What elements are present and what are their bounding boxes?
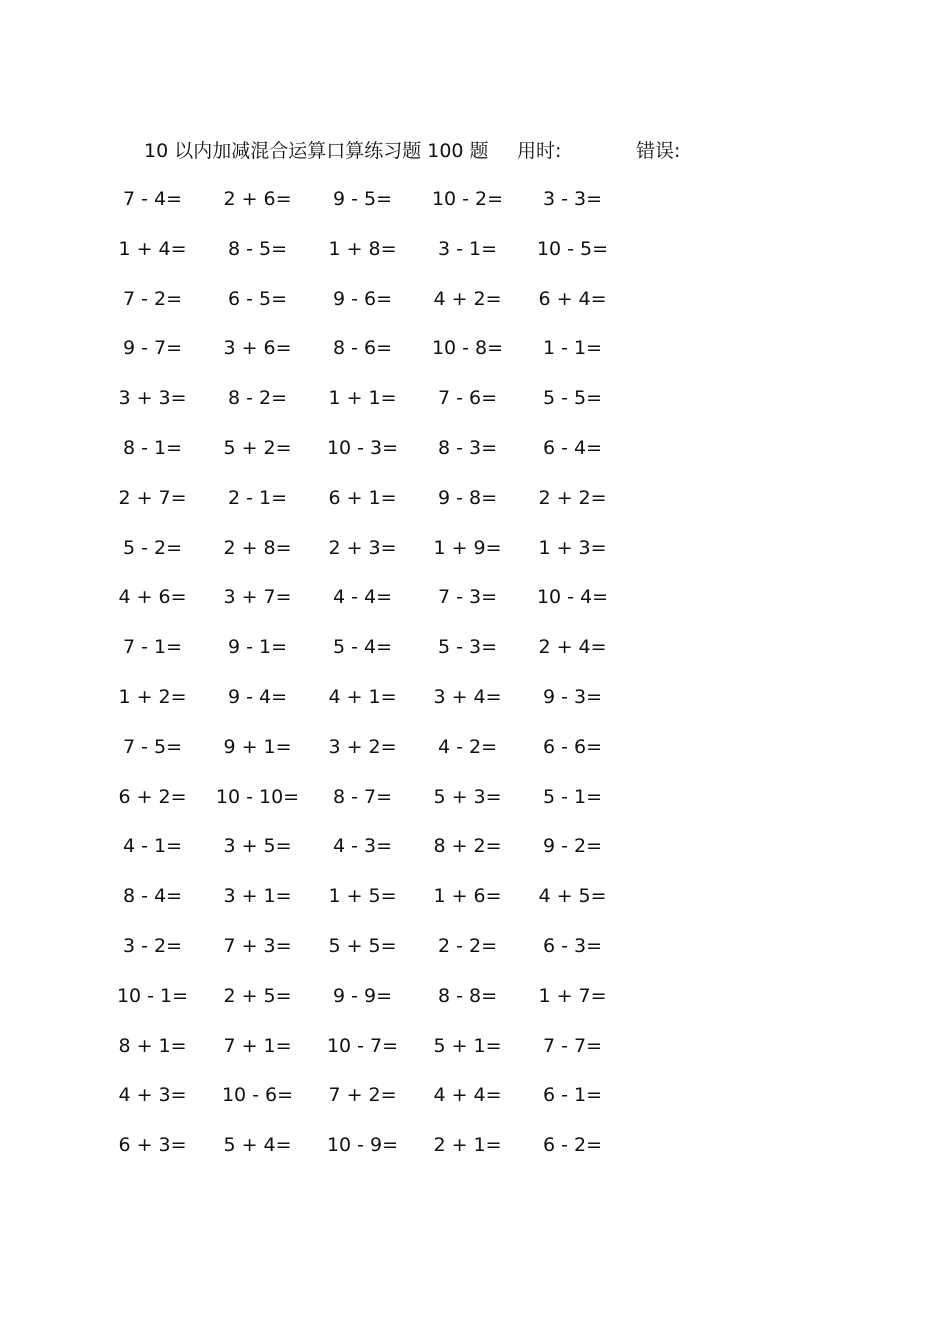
arithmetic-problem: 8 - 5= [227, 237, 288, 260]
arithmetic-problem: 10 - 6= [221, 1084, 294, 1107]
arithmetic-problem: 10 - 2= [431, 188, 504, 210]
arithmetic-problem: 1 + 4= [118, 237, 187, 260]
arithmetic-problem: 8 - 3= [437, 436, 498, 459]
arithmetic-problem: 8 - 8= [437, 984, 498, 1007]
arithmetic-problem: 4 + 2= [433, 287, 502, 310]
arithmetic-problem: 3 + 2= [328, 735, 397, 758]
arithmetic-problem: 7 + 2= [328, 1084, 397, 1107]
arithmetic-problem: 1 + 2= [118, 685, 187, 708]
arithmetic-problem: 9 - 1= [227, 636, 288, 659]
arithmetic-problem: 10 - 5= [536, 237, 609, 260]
arithmetic-problem: 1 + 1= [328, 387, 397, 410]
arithmetic-problem: 4 + 5= [538, 885, 607, 908]
arithmetic-problem: 4 - 4= [332, 586, 393, 609]
arithmetic-problem: 3 + 5= [223, 835, 292, 858]
arithmetic-problem: 6 - 3= [542, 934, 603, 957]
arithmetic-problem: 2 + 4= [538, 636, 607, 659]
arithmetic-problem: 3 + 6= [223, 337, 292, 360]
time-used-label: 用时: [517, 140, 562, 162]
arithmetic-problem: 5 + 2= [223, 436, 292, 459]
arithmetic-problem: 8 - 2= [227, 387, 288, 410]
arithmetic-problem: 10 - 3= [326, 436, 399, 459]
arithmetic-problem: 6 - 5= [227, 287, 288, 310]
arithmetic-problem: 1 + 9= [433, 536, 502, 559]
arithmetic-problem: 1 + 6= [433, 885, 502, 908]
arithmetic-problem: 7 - 1= [122, 636, 183, 659]
arithmetic-problem: 9 - 9= [332, 984, 393, 1007]
arithmetic-problem: 2 + 8= [223, 536, 292, 559]
arithmetic-problem: 10 - 10= [215, 785, 300, 808]
arithmetic-problem: 5 + 4= [223, 1134, 292, 1157]
arithmetic-problem: 6 - 6= [542, 735, 603, 758]
arithmetic-problem: 3 - 1= [437, 237, 498, 260]
arithmetic-problem: 10 - 7= [326, 1034, 399, 1057]
arithmetic-problem: 6 - 4= [542, 436, 603, 459]
arithmetic-problem: 5 - 4= [332, 636, 393, 659]
arithmetic-problem: 2 + 5= [223, 984, 292, 1007]
arithmetic-problem: 9 - 2= [542, 835, 603, 858]
arithmetic-problem: 3 - 2= [122, 934, 183, 957]
arithmetic-problem: 6 + 4= [538, 287, 607, 310]
arithmetic-problem: 5 - 2= [122, 536, 183, 559]
arithmetic-problem: 3 + 4= [433, 685, 502, 708]
arithmetic-problem: 8 - 7= [332, 785, 393, 808]
arithmetic-problem: 9 - 3= [542, 685, 603, 708]
arithmetic-problem: 4 - 1= [122, 835, 183, 858]
arithmetic-problem: 10 - 4= [536, 586, 609, 609]
arithmetic-problem: 4 + 1= [328, 685, 397, 708]
arithmetic-problem: 7 + 3= [223, 934, 292, 957]
arithmetic-problem: 5 - 5= [542, 387, 603, 410]
arithmetic-problem: 5 + 5= [328, 934, 397, 957]
arithmetic-problem: 1 + 5= [328, 885, 397, 908]
arithmetic-problem: 1 + 3= [538, 536, 607, 559]
arithmetic-problem: 3 + 3= [118, 387, 187, 410]
arithmetic-problem: 4 + 3= [118, 1084, 187, 1107]
arithmetic-problem: 9 - 7= [122, 337, 183, 360]
arithmetic-problem: 6 + 1= [328, 486, 397, 509]
arithmetic-problem: 10 - 1= [116, 984, 189, 1007]
arithmetic-problem: 1 - 1= [542, 337, 603, 360]
arithmetic-problem: 4 - 3= [332, 835, 393, 858]
arithmetic-problem: 2 + 6= [223, 188, 292, 210]
problem-grid [100, 185, 700, 1181]
arithmetic-problem: 7 - 5= [122, 735, 183, 758]
arithmetic-problem: 8 - 1= [122, 436, 183, 459]
arithmetic-problem: 3 - 3= [542, 188, 603, 210]
arithmetic-problem: 10 - 9= [326, 1134, 399, 1157]
arithmetic-problem: 2 + 7= [118, 486, 187, 509]
arithmetic-problem: 1 + 8= [328, 237, 397, 260]
error-count-label: 错误: [636, 140, 681, 162]
arithmetic-problem: 7 - 2= [122, 287, 183, 310]
arithmetic-problem: 4 - 2= [437, 735, 498, 758]
worksheet-title: 10 以内加减混合运算口算练习题 100 题 [144, 140, 489, 162]
arithmetic-problem: 9 + 1= [223, 735, 292, 758]
arithmetic-problem: 3 + 1= [223, 885, 292, 908]
arithmetic-problem: 2 - 1= [227, 486, 288, 509]
arithmetic-problem: 7 - 7= [542, 1034, 603, 1057]
arithmetic-problem: 8 + 1= [118, 1034, 187, 1057]
arithmetic-problem: 6 + 2= [118, 785, 187, 808]
arithmetic-problem: 8 + 2= [433, 835, 502, 858]
arithmetic-problem: 9 - 8= [437, 486, 498, 509]
arithmetic-problem: 9 - 5= [332, 188, 393, 210]
arithmetic-problem: 8 - 4= [122, 885, 183, 908]
arithmetic-problem: 4 + 4= [433, 1084, 502, 1107]
arithmetic-problem: 5 + 1= [433, 1034, 502, 1057]
arithmetic-problem: 2 + 2= [538, 486, 607, 509]
arithmetic-problem: 7 - 3= [437, 586, 498, 609]
arithmetic-problem: 6 - 2= [542, 1134, 603, 1157]
arithmetic-problem: 2 - 2= [437, 934, 498, 957]
arithmetic-problem: 7 - 4= [122, 188, 183, 210]
arithmetic-problem: 5 - 3= [437, 636, 498, 659]
arithmetic-problem: 6 + 3= [118, 1134, 187, 1157]
arithmetic-problem: 6 - 1= [542, 1084, 603, 1107]
arithmetic-problem: 9 - 4= [227, 685, 288, 708]
arithmetic-problem: 4 + 6= [118, 586, 187, 609]
arithmetic-problem: 7 + 1= [223, 1034, 292, 1057]
arithmetic-problem: 5 - 1= [542, 785, 603, 808]
arithmetic-problem: 5 + 3= [433, 785, 502, 808]
worksheet-header [0, 137, 950, 165]
arithmetic-problem: 3 + 7= [223, 586, 292, 609]
arithmetic-problem: 10 - 8= [431, 337, 504, 360]
arithmetic-problem: 2 + 1= [433, 1134, 502, 1157]
arithmetic-problem: 7 - 6= [437, 387, 498, 410]
arithmetic-problem: 9 - 6= [332, 287, 393, 310]
arithmetic-problem: 1 + 7= [538, 984, 607, 1007]
arithmetic-problem: 8 - 6= [332, 337, 393, 360]
arithmetic-problem: 2 + 3= [328, 536, 397, 559]
